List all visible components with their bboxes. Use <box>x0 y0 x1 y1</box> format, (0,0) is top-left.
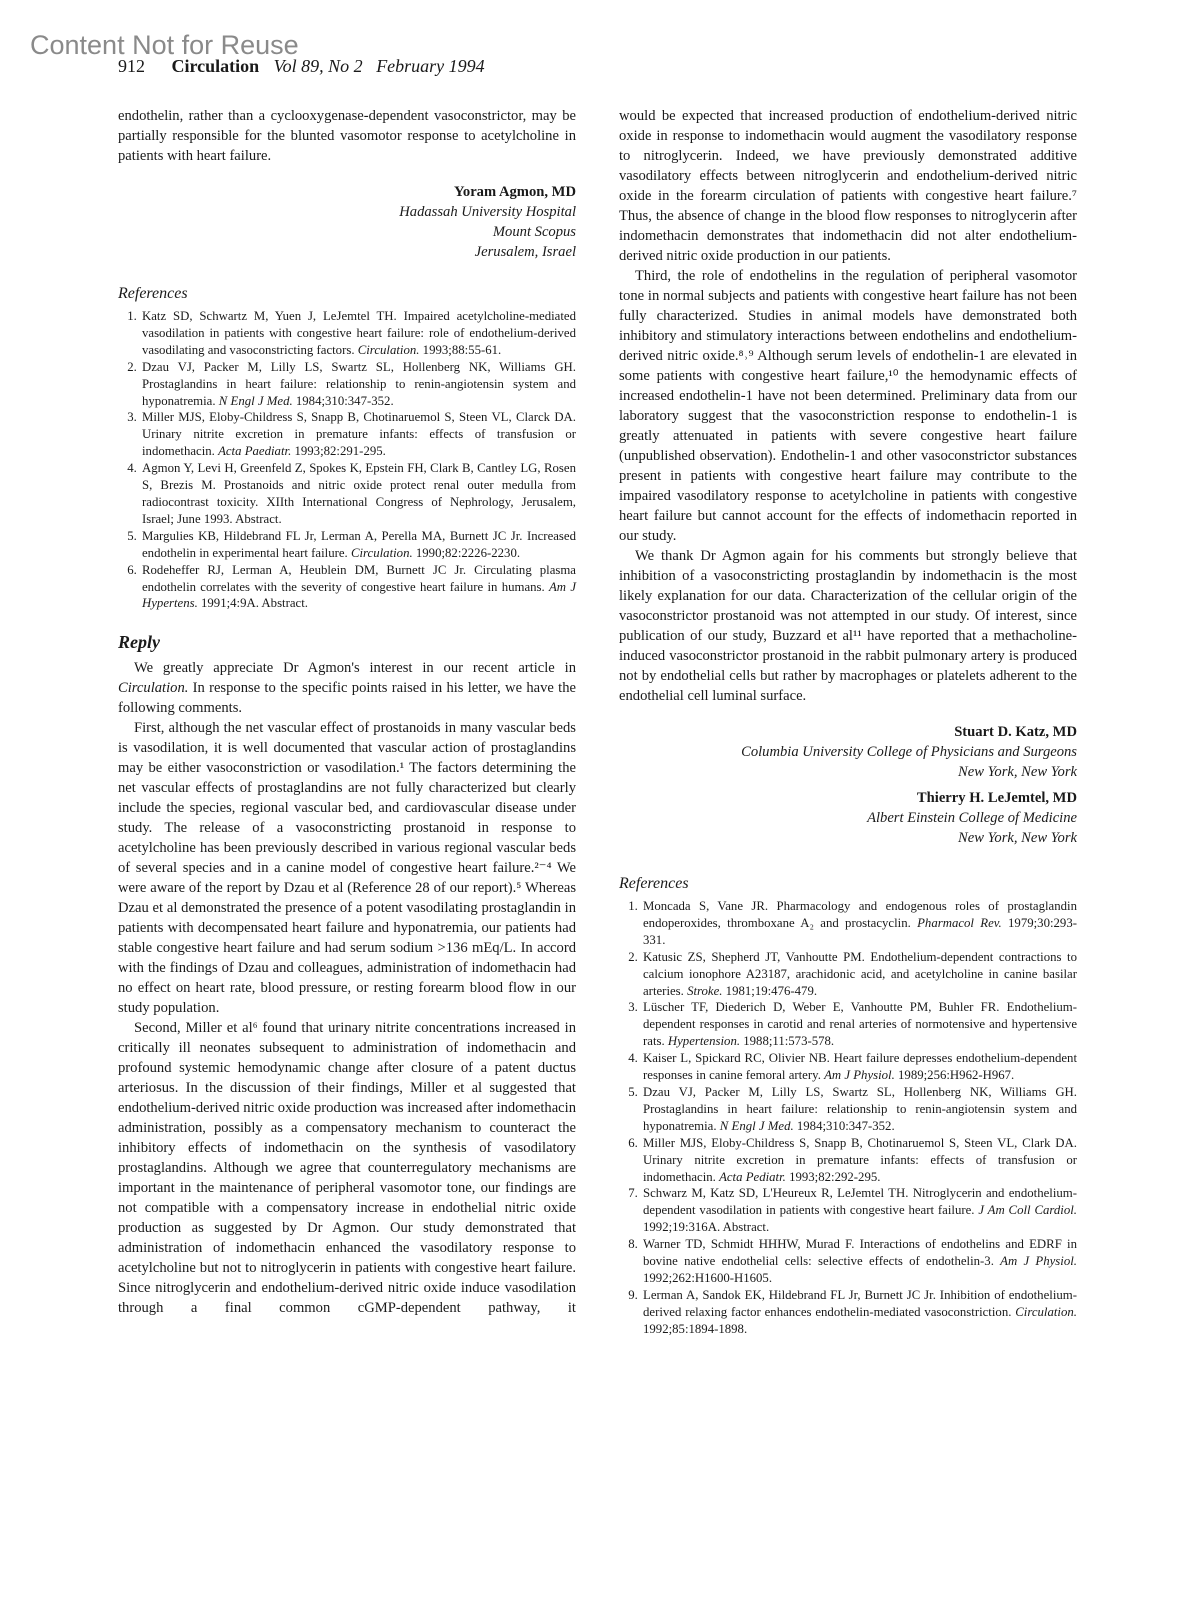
paragraph: Second, Miller et al⁶ found that urinary nitrite concentrations increased in critically ill neonates subsequent to administration of indomethacin and profound systemic hemodynamic change after closure of a patent ductus arteriosus. In the discussion of their findings, Miller et al suggested that endothelium-derived nitric oxide production was increased after indomethacin administration, possibly as a compensatory mechanism to counteract the inhibitory effects of indomethacin on the synthesis of vasodilatory prostaglandins. Although we agree that counterregulatory mechanisms are important in the maintenance of peripheral vasomotor tone, our findings are not compatible with a compensatory increase in endothelial nitric oxide production as suggested by Dr Agmon. Our study demonstrated that administration of indomethacin enhanced the vasodilatory response to acetylcholine but not to nitroglycerin in patients with congestive heart failure. Since nitroglycerin and endothelium-derived nitric oxide induce vasodilation through a final common cGMP-dependent pathway, it <box>118 1020 576 1317</box>
reference-text: Katz SD, Schwartz M, Yuen J, LeJemtel TH. Impaired acetylcholine-mediated vasodilation in patients with congestive heart failure: role of endothelium-derived vasodilating and vasoconstricting factors. <box>142 309 576 357</box>
reference-item <box>641 898 1077 949</box>
reference-text: Dzau VJ, Packer M, Lilly LS, Swartz SL, Hollenberg NK, Williams GH. Prostaglandins in heart failure: relationship to renin-angiotensin system and hyponatremia. <box>643 1084 1077 1133</box>
paragraph: would be expected that increased production of endothelium-derived nitric oxide in response to indomethacin would augment the vasodilatory response to nitroglycerin. Indeed, we have previously demonstrated additive vasodilatory effects between nitroglycerin and endothelium-derived nitric oxide in the forearm circulation of patients with congestive heart failure.⁷ Thus, the absence of change in the blood flow responses to nitroglycerin after indomethacin demonstrates that indomethacin did not alter endothelium-derived nitric oxide production in our patients. <box>619 108 1077 264</box>
references-heading: References <box>619 875 689 892</box>
reference-text: Kaiser L, Spickard RC, Olivier NB. Heart failure depresses endothelium-dependent responses in canine femoral artery. <box>643 1051 1077 1083</box>
reference-journal: Pharmacol Rev. <box>917 915 1002 930</box>
reference-journal: Stroke. <box>687 983 723 998</box>
reference-citation: 1993;82:292-295. <box>785 1169 881 1184</box>
reference-citation: 1992;262:H1600-H1605. <box>643 1270 773 1285</box>
reference-text: Katusic ZS, Shepherd JT, Vanhoutte PM. Endothelium-dependent contractions to calcium ionophore A23187, arachidonic acid, and acetylcholine in canine basilar arteries. <box>643 949 1077 998</box>
reference-journal: Am J Physiol. <box>1000 1254 1077 1269</box>
reply-signature <box>619 722 1077 848</box>
reference-journal: N Engl J Med. <box>719 1118 794 1133</box>
reference-text: Agmon Y, Levi H, Greenfeld Z, Spokes K, Epstein FH, Clark B, Cantley LG, Rosen S, Brezis M. Prostanoids and nitric oxide protect renal outer medulla from radiocontrast toxicity. XIIth International Congress of Nephrology, Jerusalem, Israel; June 1993. Abstract. <box>142 461 576 526</box>
reference-text: Lerman A, Sandok EK, Hildebrand FL Jr, Burnett JC Jr. Inhibition of endothelium-derived relaxing factor enhances endothelin-mediated vasoconstriction. <box>643 1287 1077 1319</box>
reference-journal: J Am Coll Cardiol. <box>978 1203 1077 1218</box>
reference-citation: 1988;11:573-578. <box>740 1034 835 1049</box>
left-column <box>118 106 576 1318</box>
page-number: 912 <box>118 56 145 76</box>
letter-closing-paragraph: endothelin, rather than a cyclooxygenase-dependent vasoconstrictor, may be partially responsible for the blunted vasomotor response to acetylcholine in patients with heart failure. <box>118 108 576 164</box>
paragraph: First, although the net vascular effect of prostanoids in many vascular beds is vasodilation, it is well documented that vascular action of prostaglandins may be either vasoconstriction or vasodilation.¹ The factors determining the net vascular effects of prostaglandins are not fully characterized but clearly include the species, regional vascular bed, and cardiovascular disease under study. The release of a vasoconstricting prostanoid in response to acetylcholine has been previously described in various regional vascular beds of several species and in a canine model of congestive heart failure.²⁻⁴ We were aware of the report by Dzau et al (Reference 28 of our report).⁵ Whereas Dzau et al demonstrated the presence of a potent vasodilating prostaglandin in patients with decompensated heart failure and hyponatremia, our patients had stable congestive heart failure and had serum sodium >136 mEq/L. In accord with the findings of Dzau and colleagues, administration of indomethacin had no effect on heart rate, blood pressure, or resting forearm blood flow in our study population. <box>118 720 576 1017</box>
reference-journal: Acta Pediatr. <box>719 1169 786 1184</box>
reference-item <box>140 460 576 528</box>
reference-citation: 1993;88:55-61. <box>419 342 502 357</box>
reference-item <box>641 1050 1077 1084</box>
author-affiliation: Hadassah University Hospital <box>399 204 576 220</box>
text: In response to the specific points raised in his letter, we have the following comments. <box>118 680 576 717</box>
reference-item <box>641 1287 1077 1338</box>
letter-references <box>118 284 576 612</box>
reference-text: Moncada S, Vane JR. Pharmacology and endogenous roles of prostaglandin endoperoxides, thromboxane A₂ and prostacyclin. <box>643 899 1077 930</box>
reference-item <box>641 1084 1077 1135</box>
reference-journal: Circulation. <box>350 545 413 560</box>
reference-list <box>619 898 1077 1338</box>
text: We greatly appreciate Dr Agmon's interest in our recent article in <box>134 660 576 677</box>
references-heading: References <box>118 285 188 302</box>
paragraph: Third, the role of endothelins in the regulation of peripheral vasomotor tone in normal subjects and patients with congestive heart failure has not been fully characterized. Studies in animal models have demonstrated both inhibitory and stimulatory interactions between endothelins and endothelium-derived nitric oxide.⁸˒⁹ Although serum levels of endothelin-1 are elevated in some patients with congestive heart failure,¹⁰ the hemodynamic effects of increased endothelin-1 have not been determined. Preliminary data from our laboratory suggest that the vasoconstriction response to endothelin-1 is greatly attenuated in patients with severe congestive heart failure (unpublished observation). Endothelin-1 and other vasoconstrictor substances present in patients with congestive heart failure may contribute to the impaired vasodilatory response to acetylcholine in patients with congestive heart failure but cannot account for the effects of indomethacin reported in our study. <box>619 268 1077 544</box>
date: February 1994 <box>376 56 485 76</box>
journal-title: Circulation. <box>118 680 189 697</box>
author-name: Thierry H. LeJemtel, MD <box>916 790 1077 806</box>
reference-citation: 1984;310:347-352. <box>793 1118 895 1133</box>
author-affiliation: Albert Einstein College of Medicine <box>867 810 1077 826</box>
reference-citation: 1979;30:293-331. <box>643 915 1077 947</box>
reference-citation: 1992;85:1894-1898. <box>643 1321 748 1336</box>
reference-text: Schwarz M, Katz SD, L'Heureux R, LeJemtel TH. Nitroglycerin and endothelium-dependent vasodilation in patients with congestive heart failure. <box>643 1186 1077 1218</box>
reference-item <box>641 999 1077 1050</box>
reference-item <box>641 949 1077 1000</box>
author-name: Stuart D. Katz, MD <box>954 724 1077 740</box>
author-affiliation: Columbia University College of Physicians and Surgeons <box>741 744 1077 760</box>
reference-item <box>641 1236 1077 1287</box>
reply-references <box>619 874 1077 1338</box>
issue: Vol 89, No 2 <box>273 56 363 76</box>
reference-text: Dzau VJ, Packer M, Lilly LS, Swartz SL, Hollenberg NK, Williams GH. Prostaglandins in heart failure: relationship to renin-angiotensin system and hyponatremia. <box>142 359 576 408</box>
author-name: Yoram Agmon, MD <box>453 184 576 200</box>
reference-text: Miller MJS, Eloby-Childress S, Snapp B, Chotinaruemol S, Steen VL, Clarck DA. Urinary nitrite excretion in premature infants: effects of transfusion or indomethacin. <box>142 410 576 459</box>
author-affiliation: New York, New York <box>958 830 1077 846</box>
paragraph <box>118 658 576 718</box>
right-column <box>619 106 1077 1338</box>
running-header <box>118 56 485 77</box>
journal-name: Circulation <box>171 56 260 76</box>
reference-item <box>140 359 576 410</box>
reference-list <box>118 308 576 612</box>
reference-item <box>140 308 576 359</box>
reference-citation: 1981;19:476-479. <box>722 983 818 998</box>
reference-item <box>140 409 576 460</box>
reference-journal: Circulation. <box>357 342 420 357</box>
reply-section <box>118 632 576 1318</box>
reference-item <box>140 528 576 562</box>
reference-citation: 1991;4:9A. Abstract. <box>197 596 308 611</box>
reference-citation: 1993;82:291-295. <box>291 444 386 459</box>
reference-citation: 1989;256:H962-H967. <box>894 1068 1015 1083</box>
reference-journal: N Engl J Med. <box>218 393 293 408</box>
reference-text: Lüscher TF, Diederich D, Weber E, Vanhoutte PM, Buhler FR. Endothelium-dependent responses in carotid and renal arteries of normotensive and hypertensive rats. <box>643 1000 1077 1049</box>
reference-text: Margulies KB, Hildebrand FL Jr, Lerman A, Perella MA, Burnett JC Jr. Increased endothelin in experimental heart failure. <box>142 528 576 560</box>
paragraph: We thank Dr Agmon again for his comments but strongly believe that inhibition of a vasoconstricting prostaglandin by indomethacin is the most likely explanation for our data. Characterization of the cellular origin of the vasoconstrictor prostanoid was not attempted in our study. Of interest, since publication of our study, Buzzard et al¹¹ have reported that a methacholine-induced vasoconstrictor prostanoid in the rabbit pulmonary artery is produced not by endothelial cells but rather by macrophages or platelets adherent to the endothelial cell luminal surface. <box>619 548 1077 704</box>
reference-text: Miller MJS, Eloby-Childress S, Snapp B, Chotinaruemol S, Steen VL, Clark DA. Urinary nitrite excretion in premature infants: effects of transfusion or indomethacin. <box>643 1135 1077 1184</box>
author-affiliation: Jerusalem, Israel <box>474 244 576 260</box>
letter-signature <box>118 182 576 262</box>
reference-journal: Circulation. <box>1015 1304 1077 1319</box>
reference-item <box>140 562 576 613</box>
reference-citation: 1990;82:2226-2230. <box>412 545 521 560</box>
reference-journal: Acta Paediatr. <box>218 444 292 459</box>
reference-text: Warner TD, Schmidt HHHW, Murad F. Interactions of endothelins and EDRF in bovine native endothelial cells: selective effects of endothelin-3. <box>643 1237 1077 1269</box>
reference-citation: 1992;19:316A. Abstract. <box>643 1220 770 1235</box>
reply-heading: Reply <box>118 632 160 653</box>
author-affiliation: Mount Scopus <box>492 224 576 240</box>
reference-citation: 1984;310:347-352. <box>292 393 394 408</box>
reference-journal: Am J Physiol. <box>824 1068 895 1083</box>
reference-journal: Hypertension. <box>667 1034 741 1049</box>
reference-item <box>641 1135 1077 1186</box>
watermark: Content Not for Reuse <box>30 30 299 60</box>
reference-journal: Am J Hypertens. <box>142 579 576 611</box>
author-affiliation: New York, New York <box>958 764 1077 780</box>
reference-item <box>641 1185 1077 1236</box>
reference-text: Rodeheffer RJ, Lerman A, Heublein DM, Burnett JC Jr. Circulating plasma endothelin correlates with the severity of congestive heart failure in humans. <box>142 562 576 594</box>
